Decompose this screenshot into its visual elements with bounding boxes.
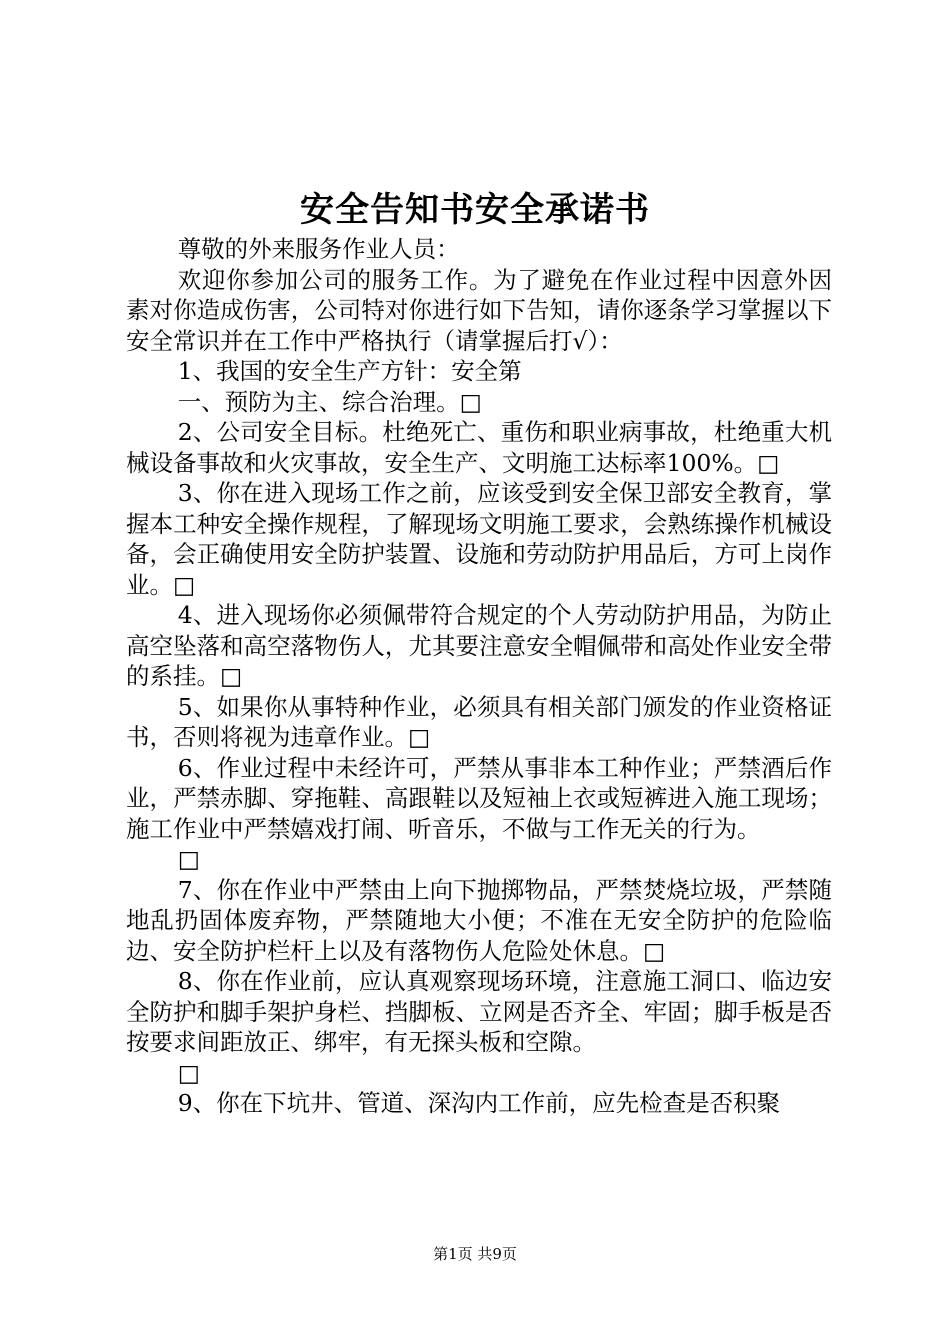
item-8: 8、你在作业前，应认真观察现场环境，注意施工洞口、临边安全防护和脚手架护身栏、挡脚板、立网是否齐全、牢固；脚手板是否按要求间距放正、绑牢，有无探头板和空隙。 — [126, 967, 832, 1056]
salutation: 尊敬的外来服务作业人员： — [177, 235, 460, 263]
item-1-continued: 一、预防为主、综合治理。□ — [177, 387, 482, 416]
item-6: 6、作业过程中未经许可，严禁从事非本工种作业；严禁酒后作业，严禁赤脚、穿拖鞋、高跟鞋以及短袖上衣或短裤进入施工现场；施工作业中严禁嬉戏打闹、听音乐，不做与工作无关的行为。 — [126, 753, 832, 843]
item-8-checkbox: □ — [177, 1058, 200, 1087]
intro-paragraph: 欢迎你参加公司的服务工作。为了避免在作业过程中因意外因素对你造成伤害，公司特对你进行如下告知，请你逐条学习掌握以下安全常识并在工作中严格执行（请掌握后打√）： — [126, 265, 832, 355]
document-title: 安全告知书安全承诺书 — [300, 190, 650, 230]
item-2: 2、公司安全目标。杜绝死亡、重伤和职业病事故，杜绝重大机械设备事故和火灾事故，安全生产、文明施工达标率100%。□ — [126, 418, 832, 477]
page-footer: 第1页 共9页 — [433, 1245, 517, 1263]
item-3: 3、你在进入现场工作之前，应该受到安全保卫部安全教育，掌握本工种安全操作规程，了解现场文明施工要求，会熟练操作机械设备，会正确使用安全防护装置、设施和劳动防护用品后，方可上岗作业。□ — [126, 479, 832, 599]
item-4: 4、进入现场你必须佩带符合规定的个人劳动防护用品，为防止高空坠落和高空落物伤人，尤其要注意安全帽佩带和高处作业安全带的系挂。□ — [126, 601, 832, 690]
item-7: 7、你在作业中严禁由上向下抛掷物品，严禁焚烧垃圾，严禁随地乱扔固体废弃物，严禁随地大小便；不准在无安全防护的危险临边、安全防护栏杆上以及有落物伤人危险处休息。□ — [126, 875, 832, 965]
item-6-checkbox: □ — [177, 845, 200, 873]
item-1: 1、我国的安全生产方针：安全第 — [177, 357, 522, 385]
item-9: 9、你在下坑井、管道、深沟内工作前，应先检查是否积聚 — [177, 1089, 781, 1117]
document-body — [126, 234, 832, 1119]
item-5: 5、如果你从事特种作业，必须具有相关部门颁发的作业资格证书，否则将视为违章作业。□ — [126, 692, 832, 751]
